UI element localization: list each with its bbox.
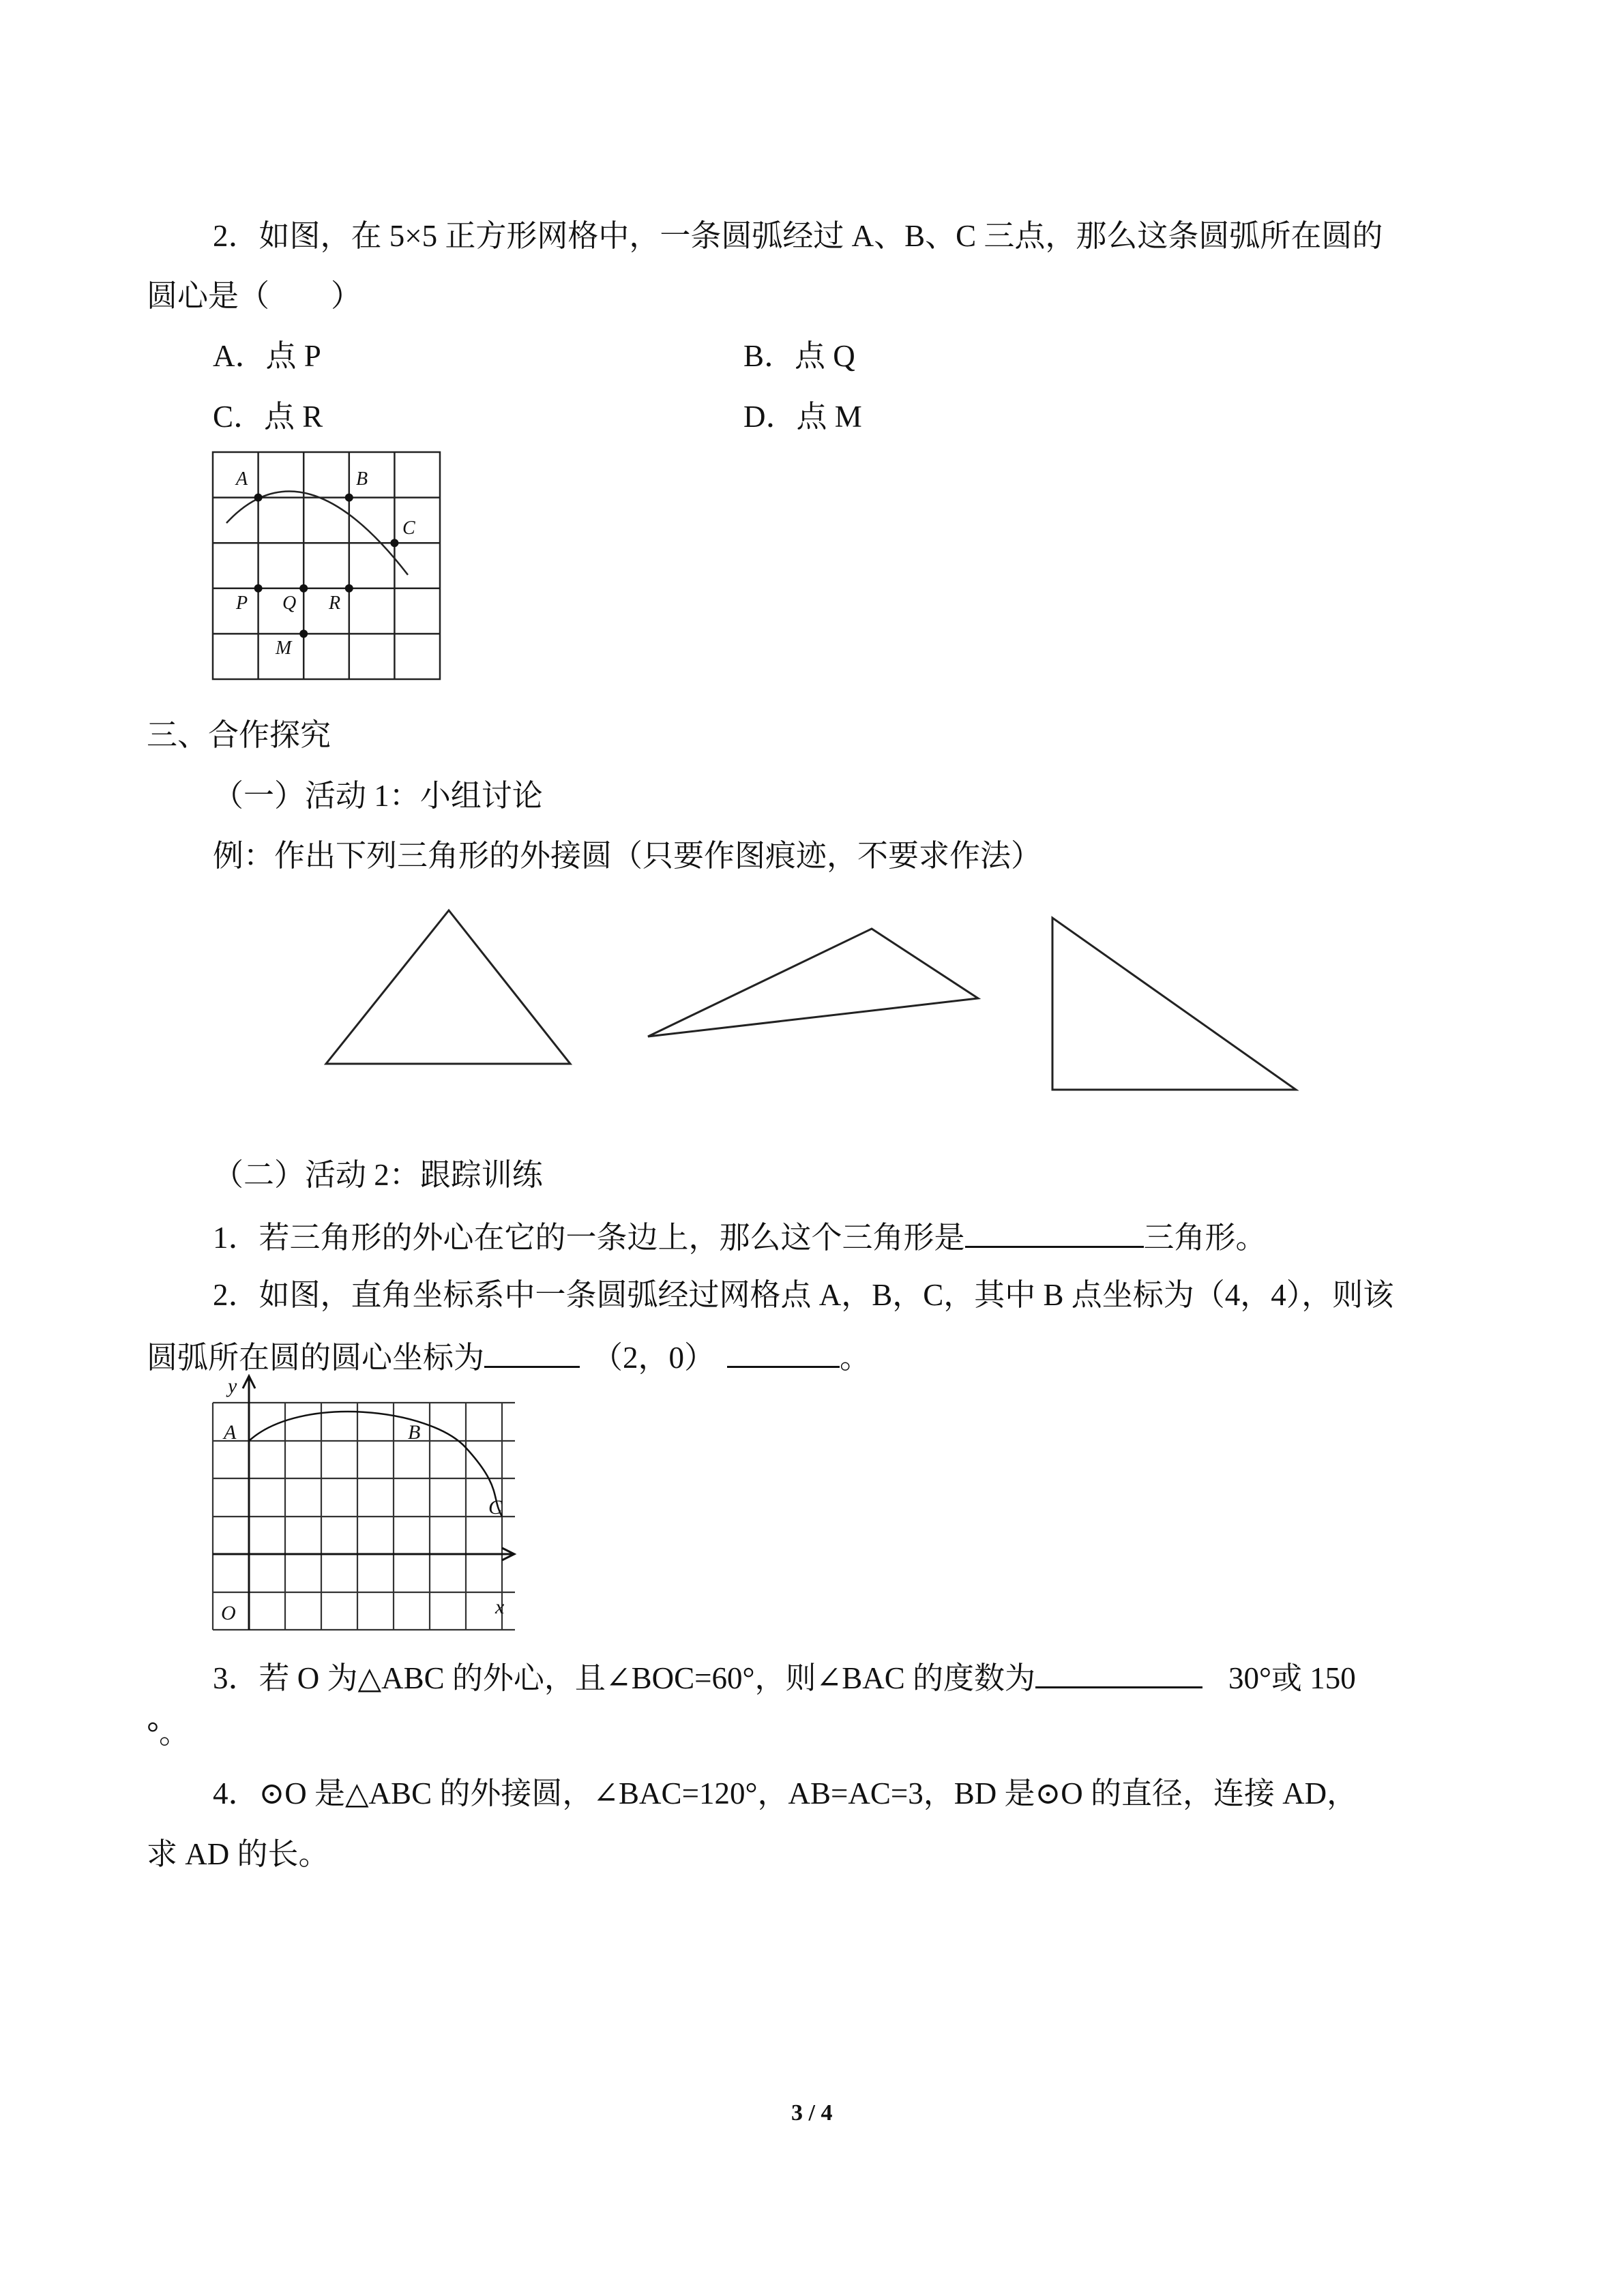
point-c-label: C [488, 1496, 503, 1519]
a2-q1-text: 1．若三角形的外心在它的一条边上，那么这个三角形是 [213, 1221, 965, 1255]
origin-label: O [221, 1602, 236, 1624]
label-r: R [329, 593, 341, 614]
label-c: C [402, 518, 415, 539]
a2-q3-line2: °。 [147, 1716, 190, 1750]
a2-q3-text: 3．若 O 为△ABC 的外心，且∠BOC=60°，则∠BAC 的度数为 [213, 1661, 1035, 1695]
coordinate-grid-figure [205, 1371, 525, 1637]
q2-option-d: D．点 M [743, 400, 862, 434]
a2-q3-blank [1035, 1655, 1202, 1688]
a2-q2-blank1 [484, 1335, 580, 1368]
a2-q2-line1: 2．如图，直角坐标系中一条圆弧经过网格点 A，B，C，其中 B 点坐标为（4，4），则该 [213, 1278, 1394, 1312]
activity1-heading: （一）活动 1：小组讨论 [213, 779, 543, 813]
point-b-label: B [408, 1421, 421, 1444]
a2-q1-after: 三角形。 [1143, 1221, 1267, 1255]
label-a: A [236, 468, 248, 490]
label-b: B [356, 468, 368, 490]
q2-option-b: B．点 Q [743, 339, 855, 373]
a2-q2-text: 圆弧所在圆的圆心坐标为 [147, 1341, 485, 1375]
section3-heading: 三、合作探究 [147, 718, 331, 752]
a2-q4-line1: 4．⊙O 是△ABC 的外接圆，∠BAC=120°，AB=AC=3，BD 是⊙O 的直径，连接 AD， [213, 1776, 1358, 1810]
label-q: Q [282, 593, 297, 614]
a2-q3-answer: 30°或 150 [1228, 1661, 1356, 1695]
triangle-obtuse [648, 929, 978, 1037]
axis-x-label: x [495, 1596, 505, 1618]
label-m: M [276, 638, 292, 659]
q2-option-c: C．点 R [213, 400, 323, 434]
triangle-acute [326, 910, 570, 1064]
a2-q2-blank2 [727, 1335, 840, 1368]
label-p: P [236, 593, 248, 614]
activity2-heading: （二）活动 2：跟踪训练 [213, 1158, 543, 1192]
a2-q2-answer: （2，0） [592, 1341, 715, 1375]
a2-q2-after: 。 [840, 1341, 871, 1375]
point-a-label: A [224, 1421, 237, 1444]
triangles-figure [0, 900, 1624, 1105]
q2-line1: 2．如图，在 5×5 正方形网格中，一条圆弧经过 A、B、C 三点，那么这条圆弧所在圆的 [213, 219, 1383, 253]
triangle-right [1052, 918, 1296, 1090]
page-number: 3 / 4 [791, 2100, 833, 2126]
example-text: 例：作出下列三角形的外接圆（只要作图痕迹，不要求作法） [213, 839, 1042, 873]
a2-q4-line2: 求 AD 的长。 [147, 1837, 329, 1871]
a2-q3 [213, 1655, 1356, 1699]
a2-q1-blank [965, 1214, 1144, 1248]
axis-y-label: y [228, 1375, 237, 1397]
q2-option-a: A．点 P [213, 339, 321, 373]
a2-q1 [213, 1214, 1267, 1258]
grid-arc-figure [205, 447, 450, 685]
q2-line2: 圆心是（ ） [147, 279, 362, 313]
